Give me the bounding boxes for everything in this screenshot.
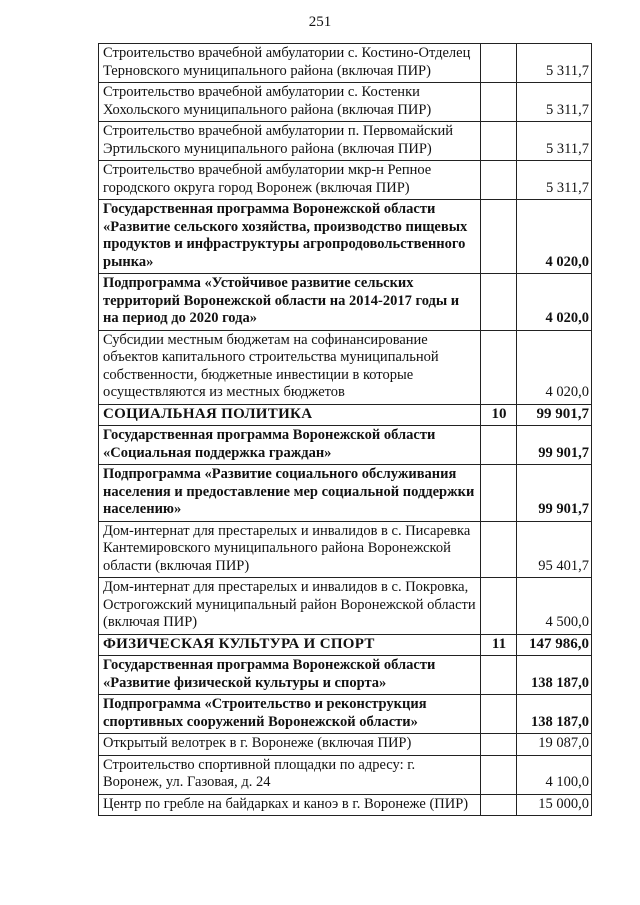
row-amount-cell: 5 311,7 <box>517 122 592 161</box>
table-row <box>99 83 592 122</box>
row-amount-cell: 4 100,0 <box>517 755 592 794</box>
row-amount-cell: 95 401,7 <box>517 521 592 578</box>
row-amount-cell: 5 311,7 <box>517 44 592 83</box>
row-name-cell: Государственная программа Воронежской области «Социальная поддержка граждан» <box>99 426 481 465</box>
row-name-cell: Строительство врачебной амбулатории с. Костино-Отделец Терновского муниципального района (включая ПИР) <box>99 44 481 83</box>
row-name-cell: Государственная программа Воронежской области «Развитие сельского хозяйства, производство пищевых продуктов и инфраструктуры агропродовольственного рынка» <box>99 200 481 274</box>
table-row <box>99 734 592 756</box>
row-code-cell <box>481 200 517 274</box>
row-amount-cell: 4 020,0 <box>517 330 592 404</box>
row-code-cell: 10 <box>481 404 517 426</box>
row-code-cell <box>481 794 517 816</box>
row-name-cell: Строительство врачебной амбулатории мкр-н Репное городского округа город Воронеж (включая ПИР) <box>99 161 481 200</box>
row-name-cell: СОЦИАЛЬНАЯ ПОЛИТИКА <box>99 404 481 426</box>
row-amount-cell: 19 087,0 <box>517 734 592 756</box>
table-row <box>99 426 592 465</box>
row-code-cell <box>481 330 517 404</box>
row-code-cell <box>481 44 517 83</box>
table-row <box>99 161 592 200</box>
row-code-cell <box>481 656 517 695</box>
table-row <box>99 122 592 161</box>
row-code-cell <box>481 734 517 756</box>
table-row <box>99 274 592 331</box>
table-row <box>99 465 592 522</box>
row-amount-cell: 147 986,0 <box>517 634 592 656</box>
row-code-cell <box>481 521 517 578</box>
row-amount-cell: 99 901,7 <box>517 426 592 465</box>
budget-table-body <box>99 44 592 816</box>
row-code-cell: 11 <box>481 634 517 656</box>
budget-table <box>98 43 592 816</box>
row-name-cell: Строительство спортивной площадки по адресу: г. Воронеж, ул. Газовая, д. 24 <box>99 755 481 794</box>
table-row <box>99 521 592 578</box>
row-name-cell: Строительство врачебной амбулатории с. Костенки Хохольского муниципального района (включая ПИР) <box>99 83 481 122</box>
page-number: 251 <box>308 14 332 30</box>
section-row <box>99 634 592 656</box>
row-amount-cell: 99 901,7 <box>517 404 592 426</box>
row-name-cell: Подпрограмма «Развитие социального обслуживания населения и предоставление мер социальной поддержки населению» <box>99 465 481 522</box>
row-code-cell <box>481 695 517 734</box>
row-amount-cell: 5 311,7 <box>517 83 592 122</box>
table-row <box>99 695 592 734</box>
row-amount-cell: 4 500,0 <box>517 578 592 635</box>
row-amount-cell: 99 901,7 <box>517 465 592 522</box>
row-code-cell <box>481 161 517 200</box>
row-name-cell: Открытый велотрек в г. Воронеже (включая ПИР) <box>99 734 481 756</box>
row-amount-cell: 4 020,0 <box>517 200 592 274</box>
row-name-cell: Центр по гребле на байдарках и каноэ в г. Воронеже (ПИР) <box>99 794 481 816</box>
row-code-cell <box>481 83 517 122</box>
row-name-cell: Дом-интернат для престарелых и инвалидов в с. Покровка, Острогожский муниципальный район Воронежской области (включая ПИР) <box>99 578 481 635</box>
row-amount-cell: 138 187,0 <box>517 695 592 734</box>
row-code-cell <box>481 465 517 522</box>
row-name-cell: Строительство врачебной амбулатории п. Первомайский Эртильского муниципального района (включая ПИР) <box>99 122 481 161</box>
row-name-cell: Субсидии местным бюджетам на софинансирование объектов капитального строительства муниципальной собственности, бюджетные инвестиции в которые осуществляются из местных бюджетов <box>99 330 481 404</box>
row-name-cell: Подпрограмма «Устойчивое развитие сельских территорий Воронежской области на 2014-2017 годы и на период до 2020 года» <box>99 274 481 331</box>
table-row <box>99 578 592 635</box>
row-code-cell <box>481 755 517 794</box>
row-amount-cell: 4 020,0 <box>517 274 592 331</box>
section-row <box>99 404 592 426</box>
row-code-cell <box>481 274 517 331</box>
row-amount-cell: 138 187,0 <box>517 656 592 695</box>
row-name-cell: Дом-интернат для престарелых и инвалидов в с. Писаревка Кантемировского муниципального района Воронежской области (включая ПИР) <box>99 521 481 578</box>
row-code-cell <box>481 122 517 161</box>
table-row <box>99 794 592 816</box>
row-name-cell: ФИЗИЧЕСКАЯ КУЛЬТУРА И СПОРТ <box>99 634 481 656</box>
row-name-cell: Подпрограмма «Строительство и реконструкция спортивных сооружений Воронежской области» <box>99 695 481 734</box>
table-row <box>99 200 592 274</box>
row-code-cell <box>481 426 517 465</box>
table-row <box>99 656 592 695</box>
table-row <box>99 44 592 83</box>
row-code-cell <box>481 578 517 635</box>
table-row <box>99 330 592 404</box>
row-amount-cell: 5 311,7 <box>517 161 592 200</box>
row-name-cell: Государственная программа Воронежской области «Развитие физической культуры и спорта» <box>99 656 481 695</box>
table-row <box>99 755 592 794</box>
row-amount-cell: 15 000,0 <box>517 794 592 816</box>
